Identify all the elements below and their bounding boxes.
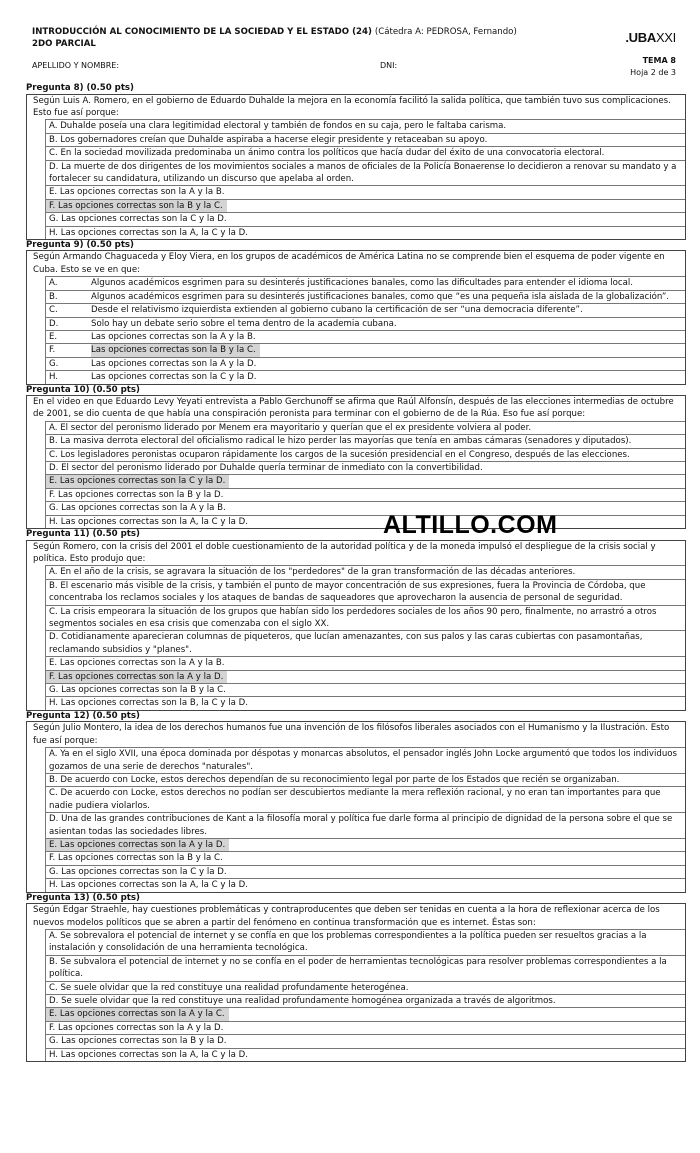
option-g (45, 865, 685, 878)
logo-uba: .UBA (625, 30, 656, 45)
question (26, 385, 686, 530)
question-label: Pregunta 12) (0.50 pts) (26, 710, 140, 721)
option-text: B. Se subvalora el potencial de internet y no se confía en el poder de herramientas tecnológicas para resolver problemas correspondientes a la política. (49, 956, 667, 980)
option-text: C. En la sociedad movilizada predominaba un ánimo contra los políticos que hacía dudar del éxito de una convocatoria electoral. (49, 148, 605, 159)
course-title (32, 26, 680, 38)
option-text: C. Se suele olvidar que la red constituye una realidad profundamente heterogénea. (49, 982, 409, 993)
question-box (26, 94, 686, 240)
question (26, 83, 686, 240)
option-letter: G. (49, 358, 59, 369)
option-c (45, 303, 685, 316)
option-text: Las opciones correctas son la A y la D. (91, 358, 257, 369)
option-c (45, 605, 685, 631)
option-text: G. Las opciones correctas son la C y la D. (49, 214, 227, 225)
option-h (45, 878, 685, 891)
option-text: H. Las opciones correctas son la A, la C y la D. (49, 1049, 248, 1060)
option-g (45, 501, 685, 514)
option-text: G. Las opciones correctas son la C y la D. (49, 866, 227, 877)
question-stem: Según Edgar Straehle, hay cuestiones problemáticas y contraproducentes que deben ser tenidas en cuenta a la hora de reflexionar acerca de los nuevos modelos políticos que se abren a partir del fenómeno en continua transformación que es internet. Éstas son: (33, 905, 660, 928)
questions-list (26, 83, 686, 1062)
option-b (45, 290, 685, 303)
option-c (45, 146, 685, 159)
option-letter: F. (49, 345, 56, 356)
option-text: Las opciones correctas son la A y la B. (91, 331, 256, 342)
apellido-label: APELLIDO Y NOMBRE: (32, 61, 120, 70)
exam-header (32, 26, 680, 77)
option-text: E. Las opciones correctas son la A y la B. (49, 187, 225, 198)
question-box (26, 395, 686, 529)
option-e (45, 330, 685, 343)
dni-label: DNI: (380, 61, 398, 70)
option-c (45, 448, 685, 461)
option-text: Las opciones correctas son la C y la D. (91, 372, 257, 383)
option-text: F. Las opciones correctas son la B y la C. (46, 200, 227, 212)
option-g (45, 683, 685, 696)
option-h (45, 226, 685, 239)
option-text: B. El escenario más visible de la crisis, y también el punto de mayor concentración de sus expresiones, fuera la Provincia de Córdoba, que concentraba los reclamos sociales y los ataques de bandas de saqueadores que aprovecharon la ausencia de personal de seguridad. (49, 580, 646, 604)
option-a (45, 276, 685, 289)
option-text: G. Las opciones correctas son la A y la B. (49, 503, 226, 514)
option-f (45, 670, 685, 683)
question-stem: En el video en que Eduardo Levy Yeyati entrevista a Pablo Gerchunoff se afirma que Raúl Alfonsín, después de las elecciones intermedias de octubre de 2001, se dio cuenta de que había una conspiración peronista para terminar con el gobierno de de la Rúa. Eso fue así porque: (33, 397, 674, 420)
option-text: F. Las opciones correctas son la A y la D. (49, 1022, 224, 1033)
option-d (45, 994, 685, 1007)
option-text: D. La muerte de dos dirigentes de los movimientos sociales a manos de oficiales de la Policía Bonaerense lo decidieron a renovar su mandato y a fortalecer su candidatura, utilizando un discurso que apelaba al orden. (49, 161, 677, 184)
option-text: F. Las opciones correctas son la B y la D. (49, 489, 224, 500)
option-d (45, 461, 685, 474)
exam-name: 2DO PARCIAL (32, 39, 96, 49)
option-text: C. Los legisladores peronistas ocuparon rápidamente los cargos de la sucesión presidencial en el Congreso, después de las elecciones. (49, 449, 630, 460)
option-b (45, 579, 685, 605)
tema-block (630, 55, 676, 79)
tema-label: TEMA 8 (642, 56, 676, 65)
option-text: H. Las opciones correctas son la B, la C y la D. (49, 698, 248, 709)
option-text: D. Cotidianamente aparecieran columnas de piqueteros, que lucían amenazantes, con sus palos y las caras cubiertas con pasamontañas, reclamando subsidios y "planes". (49, 632, 643, 655)
option-text: C. De acuerdo con Locke, estos derechos no podían ser descubiertos mediante la mera reflexión racional, y no eran tan importantes para que nadie pudiera violarlos. (49, 788, 661, 811)
option-e (45, 838, 685, 851)
option-letter: H. (49, 372, 59, 383)
option-d (45, 160, 685, 186)
uba-xxi-logo (625, 30, 676, 45)
option-text: A. Se sobrevalora el potencial de internet y se confía en que los problemas correspondientes a la política pueden ser resueltos gracias a la instalación y consolidación de una herramienta tecnológica. (49, 930, 647, 954)
option-e (45, 474, 685, 487)
option-text: F. Las opciones correctas son la B y la C. (49, 853, 223, 864)
option-text: D. El sector del peronismo liderado por Duhalde quería terminar de inmediato con la convertibilidad. (49, 463, 483, 474)
option-text: H. Las opciones correctas son la A, la C y la D. (49, 880, 248, 891)
option-text: E. Las opciones correctas son la A y la D. (46, 839, 229, 851)
option-letter: B. (49, 291, 58, 302)
option-text: Algunos académicos esgrimen para su desinterés justificaciones banales, como que “es una pequeña isla aislada de la globalización”. (91, 291, 670, 302)
options-list (27, 565, 685, 709)
course-name: INTRODUCCIÓN AL CONOCIMIENTO DE LA SOCIEDAD Y EL ESTADO (24) (32, 27, 372, 37)
option-text: H. Las opciones correctas son la A, la C y la D. (49, 516, 248, 527)
option-letter: A. (49, 278, 58, 289)
option-h (45, 696, 685, 709)
option-d (45, 630, 685, 656)
question-box (26, 903, 686, 1062)
option-text: E. Las opciones correctas son la C y la D. (46, 475, 229, 487)
option-text: A. Duhalde poseía una clara legitimidad electoral y también de fondos en su caja, pero le faltaba carisma. (49, 121, 507, 132)
option-d (45, 317, 685, 330)
option-c (45, 786, 685, 812)
option-g (45, 1034, 685, 1047)
option-text: C. La crisis empeorara la situación de los grupos que habían sido los perdedores sociales de los años 90 pero, finalmente, no arrastró a otros segmentos sociales en esa crisis que comenzaba con el siglo XX. (49, 606, 657, 630)
option-text: E. Las opciones correctas son la A y la B. (49, 658, 225, 669)
logo-xxi: XXI (655, 30, 676, 45)
question-box (26, 540, 686, 711)
option-letter: D. (49, 318, 59, 329)
question-label: Pregunta 11) (0.50 pts) (26, 529, 140, 540)
option-text: G. Las opciones correctas son la B y la D. (49, 1036, 227, 1047)
option-f (45, 1021, 685, 1034)
option-text: Las opciones correctas son la B y la C. (91, 344, 260, 356)
option-a (45, 565, 685, 578)
options-list (27, 276, 685, 383)
options-list (27, 747, 685, 891)
option-f (45, 199, 685, 212)
option-h (45, 515, 685, 528)
question-label: Pregunta 8) (0.50 pts) (26, 83, 134, 93)
question-label: Pregunta 9) (0.50 pts) (26, 239, 134, 250)
option-e (45, 656, 685, 669)
option-text: G. Las opciones correctas son la B y la C. (49, 685, 226, 696)
option-a (45, 421, 685, 434)
option-b (45, 434, 685, 447)
option-text: A. El sector del peronismo liderado por Menem era mayoritario y querían que el ex presidente volviera al poder. (49, 422, 532, 433)
catedra: (Cátedra A: PEDROSA, Fernando) (374, 27, 517, 37)
option-text: A. Ya en el siglo XVII, una época dominada por déspotas y monarcas absolutos, el pensador inglés John Locke argumentó que todos los individuos gozamos de una serie de derechos "naturales". (49, 749, 678, 772)
option-text: B. Los gobernadores creían que Duhalde aspiraba a hacerse elegir presidente y retaceaban su apoyo. (49, 134, 488, 145)
option-g (45, 357, 685, 370)
option-letter: E. (49, 331, 58, 342)
question (26, 240, 686, 385)
option-text: B. La masiva derrota electoral del oficialismo radical le hizo perder las mayorías que tenía en ambas cámaras (senadores y diputados). (49, 436, 632, 447)
question-box (26, 250, 686, 384)
option-b (45, 955, 685, 981)
option-text: F. Las opciones correctas son la A y la D. (46, 671, 227, 683)
question (26, 711, 686, 893)
option-h (45, 1048, 685, 1061)
option-text: A. En el año de la crisis, se agravara la situación de los "perdedores" de la gran transformación de las décadas anteriores. (49, 567, 576, 578)
question (26, 529, 686, 711)
option-text: B. De acuerdo con Locke, estos derechos dependían de su reconocimiento legal por parte de los Estados que recién se organizaban. (49, 775, 620, 785)
option-text: Desde el relativismo izquierdista extienden al gobierno cubano la certificación de ser “una democracia diferente”. (91, 305, 583, 316)
option-f (45, 851, 685, 864)
option-text: Algunos académicos esgrimen para su desinterés justificaciones banales, como las dificultades para entender el idioma local. (91, 278, 634, 289)
question-box (26, 721, 686, 892)
question-stem: Según Julio Montero, la idea de los derechos humanos fue una invención de los filósofos liberales asociados con el Humanismo y la Ilustración. Esto fue así porque: (33, 723, 670, 746)
option-b (45, 773, 685, 786)
option-g (45, 212, 685, 225)
option-e (45, 1007, 685, 1020)
option-d (45, 812, 685, 838)
option-text: E. Las opciones correctas son la A y la C. (46, 1008, 229, 1020)
option-text: Solo hay un debate serio sobre el tema dentro de la academia cubana. (91, 318, 397, 329)
question-stem: Según Romero, con la crisis del 2001 el doble cuestionamiento de la autoridad política y de la moneda impulsó el despliegue de la crisis social y política. Esto produjo que: (33, 541, 656, 564)
hoja-label: Hoja 2 de 3 (630, 68, 676, 77)
option-f (45, 488, 685, 501)
option-a (45, 929, 685, 955)
option-letter: C. (49, 305, 58, 316)
option-h (45, 370, 685, 383)
question-stem: Según Armando Chaguaceda y Eloy Viera, en los grupos de académicos de América Latina no se comprende bien el esquema de poder vigente en Cuba. Esto se ve en que: (33, 252, 665, 275)
option-c (45, 981, 685, 994)
question-label: Pregunta 10) (0.50 pts) (26, 384, 140, 395)
options-list (27, 421, 685, 528)
watermark: ALTILLO.COM (383, 511, 558, 539)
question-label: Pregunta 13) (0.50 pts) (26, 892, 140, 903)
option-f (45, 343, 685, 356)
option-e (45, 185, 685, 198)
question (26, 893, 686, 1062)
option-b (45, 133, 685, 146)
options-list (27, 119, 685, 239)
option-text: D. Se suele olvidar que la red constituye una realidad profundamente homogénea organizada a través de algoritmos. (49, 996, 556, 1006)
option-a (45, 119, 685, 132)
question-stem: Según Luis A. Romero, en el gobierno de Eduardo Duhalde la mejora en la economía facilitó la salida política, que también tuvo sus complicaciones. Esto fue así porque: (33, 95, 671, 118)
option-text: D. Una de las grandes contribuciones de Kant a la filosofía moral y política fue darle forma al principio de dignidad de la persona sobre el que se asientan todas las sociedades libres. (49, 814, 673, 837)
option-a (45, 747, 685, 773)
option-text: H. Las opciones correctas son la A, la C y la D. (49, 227, 248, 238)
options-list (27, 929, 685, 1061)
